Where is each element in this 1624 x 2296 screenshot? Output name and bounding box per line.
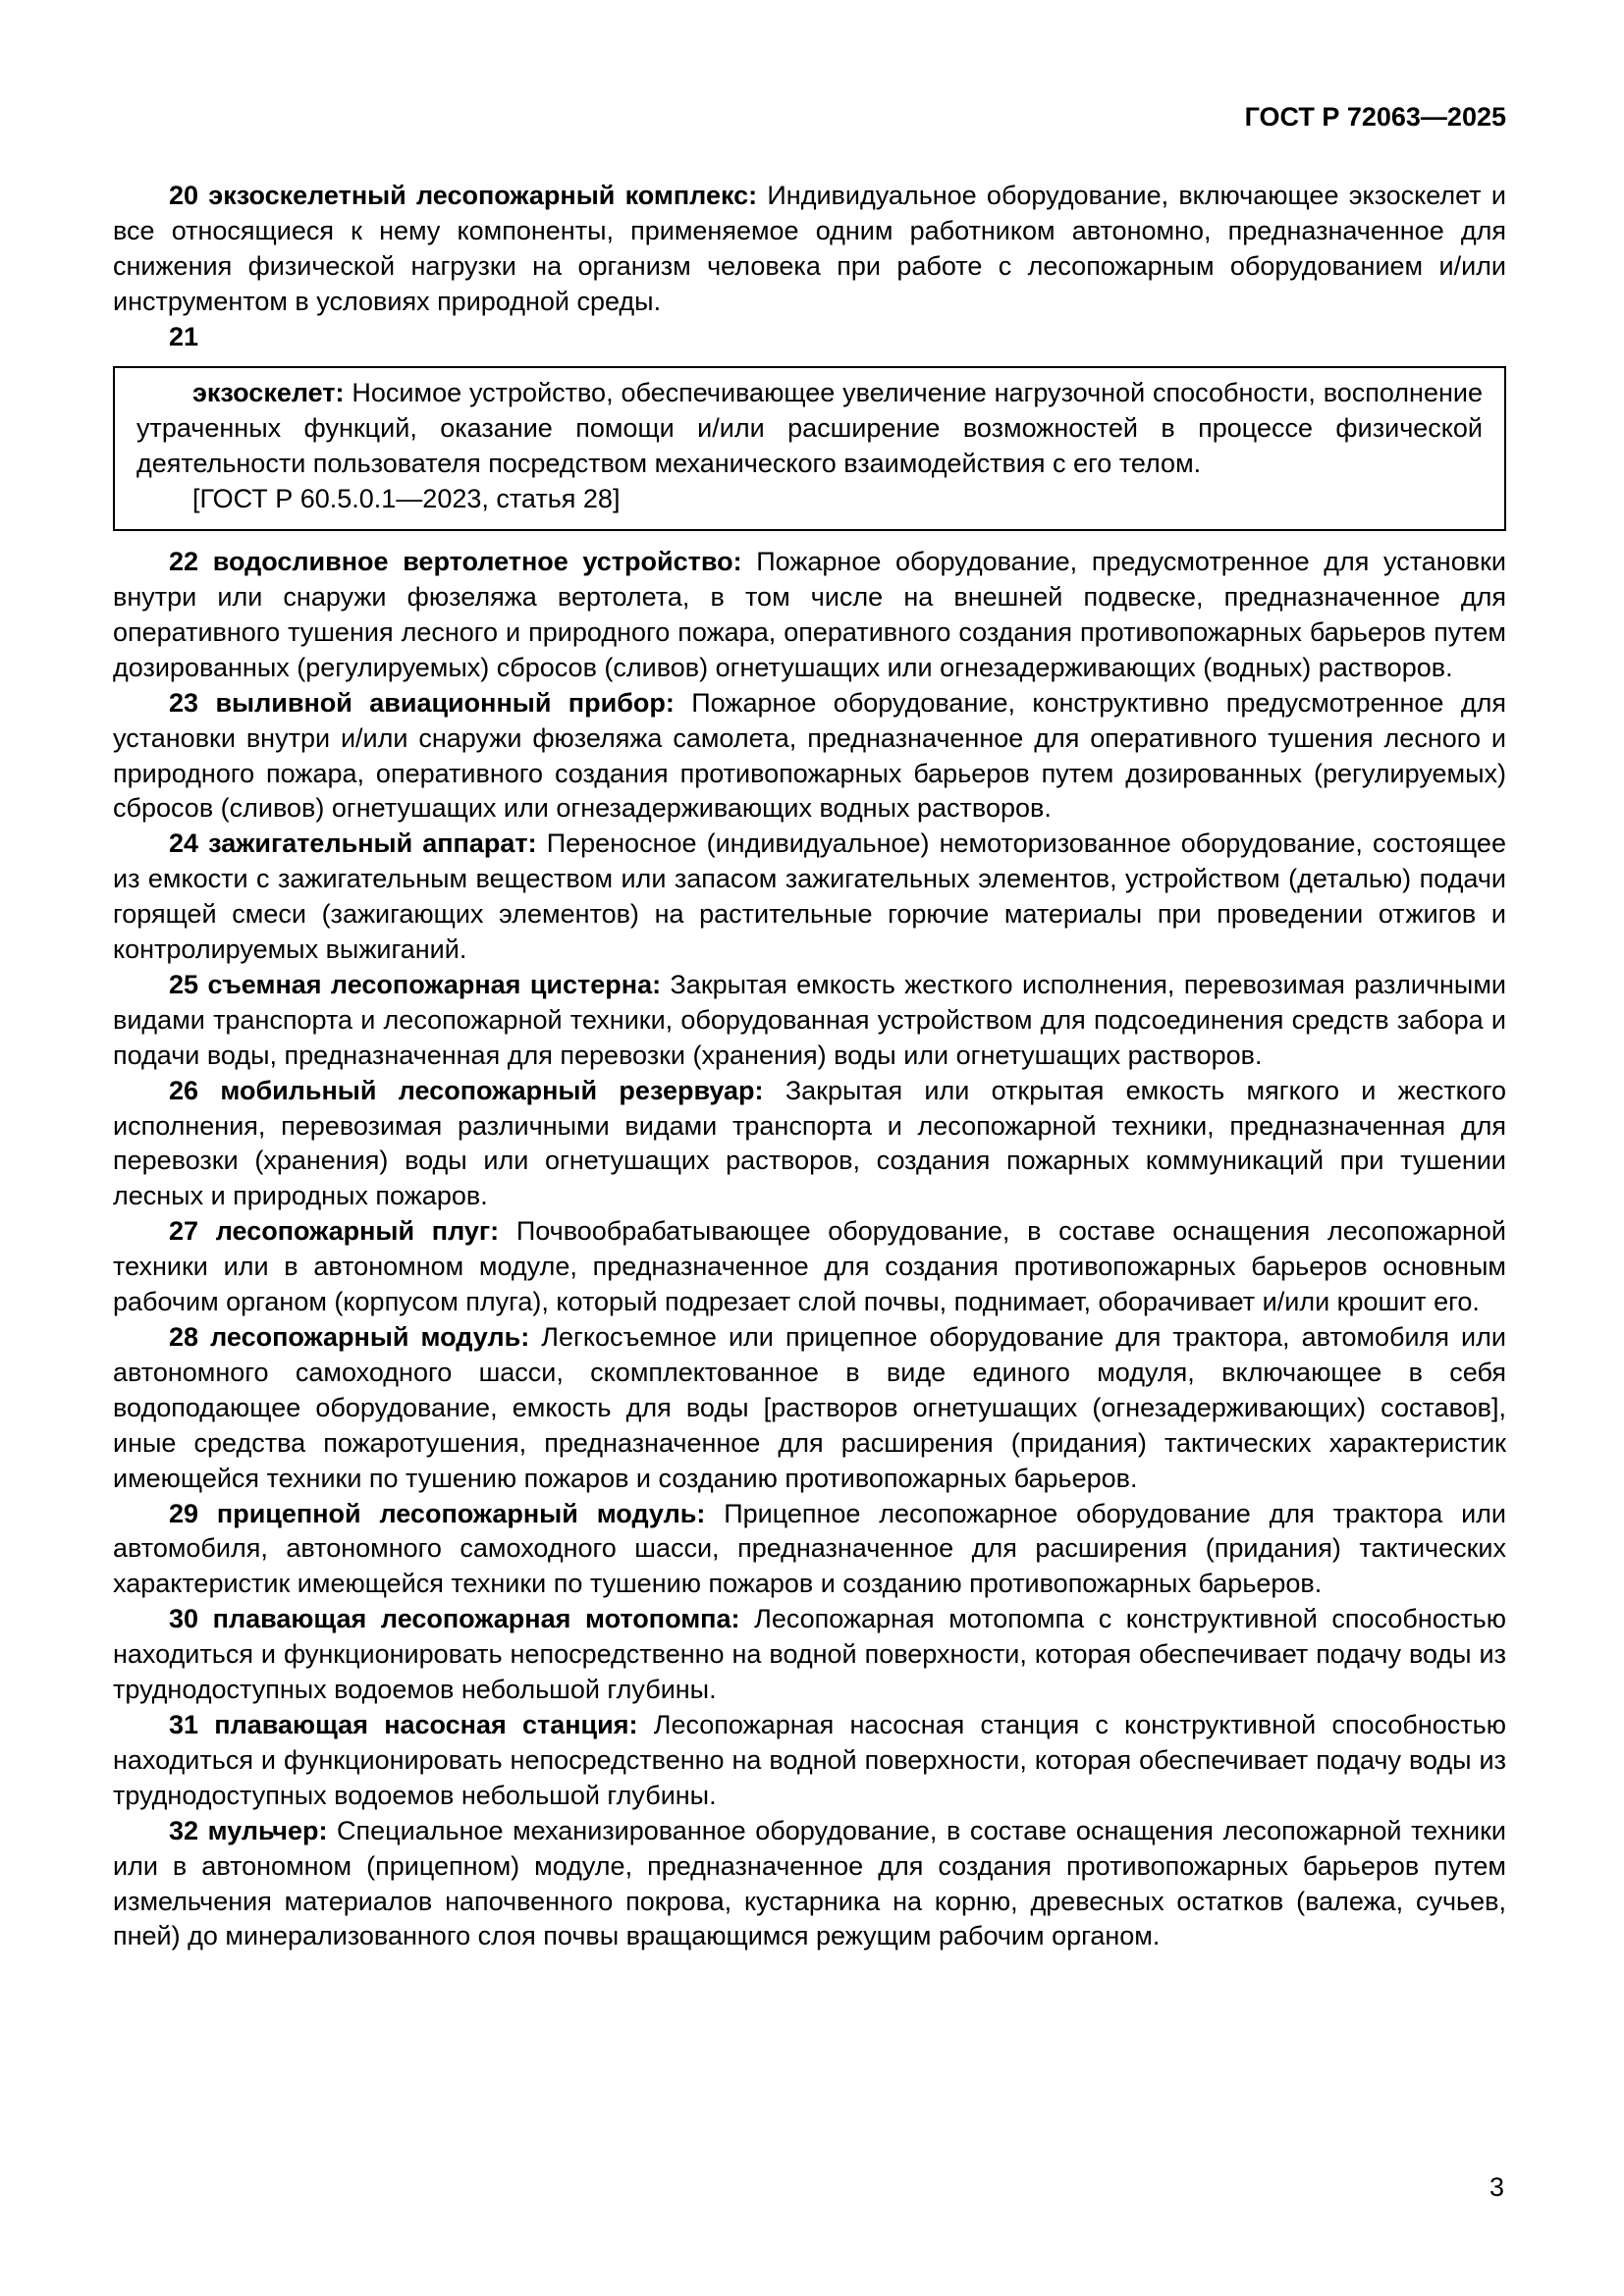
term-name: экзоскелет: — [192, 378, 345, 408]
term-name: лесопожарный плуг: — [215, 1216, 500, 1247]
term-name: лесопожарный модуль: — [210, 1322, 530, 1352]
term-number: 30 — [169, 1604, 199, 1634]
term-name: плавающая лесопожарная мотопомпа: — [212, 1604, 740, 1634]
term-entry-28 — [113, 1320, 1506, 1497]
document-header — [113, 100, 1506, 135]
term-number: 27 — [169, 1216, 199, 1247]
quote-source: [ГОСТ Р 60.5.0.1—2023, статья 28] — [192, 484, 621, 514]
term-name: мобильный лесопожарный резервуар: — [220, 1075, 764, 1105]
term-definition: Прицепное лесопожарное оборудование для трактора или автомобиля, автономного самоходного шасси, предназначенное для расширения (придания) тактических характеристик имеющейся техники по тушению пожаров и созданию противопожарных барьеров. — [113, 1498, 1506, 1599]
term-definition: Пожарное оборудование, предусмотренное для установки внутри или снаружи фюзеляжа вертолета, в том числе на внешней подвеске, предназначенное для оперативного тушения лесного и природного пожара, оперативного создания противопожарных барьеров путем дозированных (регулируемых) сбросов (сливов) огнетушащих или огнезадерживающих (водных) растворов. — [113, 547, 1506, 682]
term-entry-21 — [113, 320, 1506, 355]
term-entry-32 — [113, 1814, 1506, 1955]
page-footer — [1489, 2170, 1504, 2206]
term-name: съемная лесопожарная цистерна: — [207, 969, 662, 999]
term-entry-26 — [113, 1074, 1506, 1215]
term-entry-22 — [113, 545, 1506, 686]
term-name: выливной авиационный прибор: — [215, 687, 675, 718]
term-definition: Пожарное оборудование, конструктивно предусмотренное для установки внутри и/или снаружи фюзеляжа самолета, предназначенное для оперативного тушения лесного и природного пожара, оперативного создания противопожарных барьеров путем дозированных (регулируемых) сбросов (сливов) огнетушащих или огнезадерживающих водных растворов. — [113, 687, 1506, 824]
term-number: 21 — [169, 321, 199, 351]
term-name: мульчер: — [207, 1815, 328, 1845]
term-number: 23 — [169, 687, 199, 718]
term-definition: Закрытая емкость жесткого исполнения, перевозимая различными видами транспорта и лесопожарной техники, оборудованная устройством для подсоединения средств забора и подачи воды, предназначенная для перевозки (хранения) воды или огнетушащих растворов. — [113, 969, 1506, 1070]
term-number: 24 — [169, 828, 199, 859]
doc-code: ГОСТ Р 72063—2025 — [1244, 102, 1506, 132]
term-entry-30 — [113, 1602, 1506, 1708]
term-definition: Закрытая или открытая емкость мягкого и жесткого исполнения, перевозимая различными видами транспорта и лесопожарной техники, предназначенная для перевозки (хранения) воды или огнетушащих растворов, создания пожарных коммуникаций при тушении лесных и природных пожаров. — [113, 1075, 1506, 1211]
term-number: 28 — [169, 1322, 199, 1352]
quoted-definition-box — [113, 366, 1506, 531]
term-number: 31 — [169, 1709, 199, 1739]
page-number: 3 — [1489, 2172, 1504, 2203]
term-name: плавающая насосная станция: — [214, 1709, 638, 1739]
term-entry-25 — [113, 968, 1506, 1074]
term-entry-20 — [113, 179, 1506, 320]
term-definition: Индивидуальное оборудование, включающее экзоскелет и все относящиеся к нему компоненты, применяемое одним работником автономно, предназначенное для снижения физической нагрузки на организм человека при работе с лесопожарным оборудованием и/или инструментом в условиях природной среды. — [113, 180, 1506, 316]
term-definition: Носимое устройство, обеспечивающее увеличение нагрузочной способности, восполнение утраченных функций, оказание помощи и/или расширение возможностей в процессе физической деятельности пользователя посредством механического взаимодействия с его телом. — [136, 378, 1483, 479]
document-body — [113, 179, 1506, 1954]
term-definition: Легкосъемное или прицепное оборудование для трактора, автомобиля или автономного самоходного шасси, скомплектованное в виде единого модуля, включающее в себя водоподающее оборудование, емкость для воды [растворов огнетушащих (огнезадерживающих) составов], иные средства пожаротушения, предназначенное для расширения (придания) тактических характеристик имеющейся техники по тушению пожаров и созданию противопожарных барьеров. — [113, 1322, 1506, 1493]
term-entry-29 — [113, 1497, 1506, 1603]
term-definition: Лесопожарная насосная станция с конструктивной способностью находиться и функционировать непосредственно на водной поверхности, которая обеспечивает подачу воды из труднодоступных водоемов небольшой глубины. — [113, 1709, 1506, 1810]
term-entry-24 — [113, 827, 1506, 968]
term-number: 22 — [169, 547, 199, 577]
term-number: 25 — [169, 969, 199, 999]
quoted-term-paragraph — [136, 376, 1483, 482]
term-definition: Переносное (индивидуальное) немоторизованное оборудование, состоящее из емкости с зажигательным веществом или запасом зажигательных элементов, устройством (деталью) подачи горящей смеси (зажигающих элементов) на растительные горючие материалы при проведении отжигов и контролируемых выжиганий. — [113, 828, 1506, 965]
term-number: 29 — [169, 1498, 199, 1528]
term-definition: Лесопожарная мотопомпа с конструктивной способностью находиться и функционировать непосредственно на водной поверхности, которая обеспечивает подачу воды из труднодоступных водоемов небольшой глубины. — [113, 1604, 1506, 1705]
term-number: 26 — [169, 1075, 199, 1105]
term-entry-23 — [113, 686, 1506, 828]
term-name: прицепной лесопожарный модуль: — [216, 1498, 706, 1528]
term-number: 20 — [169, 180, 199, 210]
term-entry-31 — [113, 1708, 1506, 1814]
term-name: зажигательный аппарат: — [208, 828, 537, 859]
term-name: экзоскелетный лесопожарный комплекс: — [208, 180, 758, 210]
term-definition: Специальное механизированное оборудование, в составе оснащения лесопожарной техники или в автономном (прицепном) модуле, предназначенное для создания противопожарных барьеров путем измельчения материалов напочвенного покрова, кустарника на корню, древесных остатков (валежа, сучьев, пней) до минерализованного слоя почвы вращающимся режущим рабочим органом. — [113, 1815, 1506, 1951]
term-number: 32 — [169, 1815, 199, 1845]
term-name: водосливное вертолетное устройство: — [212, 547, 742, 577]
term-entry-27 — [113, 1214, 1506, 1320]
term-definition: Почвообрабатывающее оборудование, в составе оснащения лесопожарной техники или в автономном модуле, предназначенное для создания противопожарных барьеров основным рабочим органом (корпусом плуга), который подрезает слой почвы, поднимает, оборачивает и/или крошит его. — [113, 1216, 1506, 1317]
